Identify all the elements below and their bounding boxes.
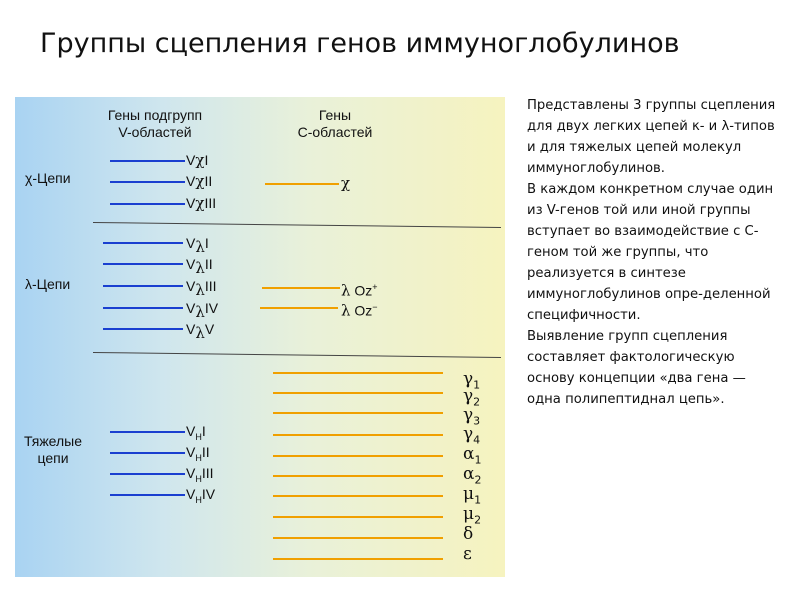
c-genes-header bbox=[280, 107, 390, 141]
heavy-c-gene-line bbox=[273, 412, 443, 414]
kappa-c-gene-line bbox=[265, 183, 339, 185]
heavy-group-label-line2: цепи bbox=[37, 450, 69, 466]
heavy-v-gene-line bbox=[110, 473, 185, 475]
slide-title: Группы сцепления генов иммуноглобулинов bbox=[40, 28, 680, 59]
heavy-v-gene-line bbox=[110, 431, 185, 433]
lambda-v-gene-label: $V_\lambda II$ bbox=[186, 256, 213, 277]
lambda-c-gene-line bbox=[262, 287, 340, 289]
heavy-c-gene-line bbox=[273, 455, 443, 457]
heavy-c-gene-label: $\gamma_2$ bbox=[463, 386, 481, 409]
lambda-v-gene-label: $V_\lambda V$ bbox=[186, 321, 215, 342]
v-genes-header-line1: Гены подгрупп bbox=[107, 107, 203, 123]
kappa-v-gene-label: VχIII bbox=[186, 194, 217, 212]
heavy-c-gene-label: $\gamma_4$ bbox=[463, 424, 481, 447]
kappa-v-gene-line bbox=[110, 181, 185, 183]
heavy-v-gene-label: $V_HIV$ bbox=[186, 486, 216, 505]
lambda-v-gene-label: $V_\lambda I$ bbox=[186, 235, 209, 256]
lambda-v-gene-label: $V_\lambda IV$ bbox=[186, 300, 219, 321]
heavy-c-gene-label: $\gamma_1$ bbox=[463, 369, 481, 392]
kappa-v-gene-label: VχI bbox=[186, 151, 209, 169]
group-separator-1 bbox=[93, 222, 501, 228]
heavy-c-gene-line bbox=[273, 475, 443, 477]
heavy-group-label-line1: Тяжелые bbox=[23, 433, 83, 449]
heavy-c-gene-line bbox=[273, 558, 443, 560]
heavy-c-gene-label: ε bbox=[463, 544, 472, 564]
heavy-c-gene-label: $\gamma_3$ bbox=[463, 405, 481, 428]
heavy-c-gene-line bbox=[273, 392, 443, 394]
heavy-c-gene-line bbox=[273, 372, 443, 374]
lambda-group-label: λ-Цепи bbox=[25, 276, 71, 292]
lambda-c-gene-label: λ Oz+ bbox=[341, 281, 378, 300]
lambda-v-gene-line bbox=[103, 307, 183, 309]
heavy-v-gene-line bbox=[110, 494, 185, 496]
kappa-v-gene-line bbox=[110, 203, 185, 205]
heavy-group-label bbox=[23, 433, 83, 467]
heavy-v-gene-line bbox=[110, 452, 185, 454]
kappa-group-label: χ-Цепи bbox=[25, 170, 71, 186]
heavy-c-gene-label: $\mu_1$ bbox=[463, 484, 482, 507]
kappa-v-gene-label: VχII bbox=[186, 172, 213, 190]
heavy-c-gene-label: $\alpha_1$ bbox=[463, 444, 482, 467]
v-genes-header-line2: V-областей bbox=[118, 124, 192, 140]
heavy-c-gene-line bbox=[273, 516, 443, 518]
lambda-c-gene-label: λ Oz− bbox=[341, 301, 378, 320]
lambda-c-gene-line bbox=[260, 307, 338, 309]
description-text bbox=[527, 95, 777, 410]
v-genes-header bbox=[70, 107, 240, 141]
description-paragraph-1: Представлены 3 группы сцепления для двух легких цепей κ- и λ-типов и для тяжелых цепей молекул иммуноглобулинов. bbox=[527, 98, 776, 176]
c-genes-header-line2: С-областей bbox=[297, 124, 373, 140]
heavy-c-gene-label: $\alpha_2$ bbox=[463, 464, 482, 487]
lambda-v-gene-label: $V_\lambda III$ bbox=[186, 278, 217, 299]
description-paragraph-2: В каждом конкретном случае один из V-генов той или иной группы вступает во взаимодействие с С-геном той же группы, что реализуется в синтезе иммуноглобулинов опре-деленной специфичности. bbox=[527, 182, 774, 323]
lambda-v-gene-line bbox=[103, 242, 183, 244]
kappa-v-gene-line bbox=[110, 160, 185, 162]
heavy-v-gene-label: $V_HII$ bbox=[186, 444, 210, 463]
lambda-v-gene-line bbox=[103, 285, 183, 287]
heavy-c-gene-label: $\mu_2$ bbox=[463, 504, 482, 527]
heavy-v-gene-label: $V_HI$ bbox=[186, 423, 206, 442]
heavy-c-gene-line bbox=[273, 495, 443, 497]
heavy-c-gene-label: δ bbox=[463, 524, 474, 544]
heavy-c-gene-line bbox=[273, 537, 443, 539]
c-genes-header-line1: Гены bbox=[318, 107, 352, 123]
lambda-v-gene-line bbox=[103, 263, 183, 265]
gene-diagram-panel bbox=[15, 97, 505, 577]
heavy-c-gene-line bbox=[273, 434, 443, 436]
heavy-v-gene-label: $V_HIII$ bbox=[186, 465, 214, 484]
kappa-c-gene-label: χ bbox=[341, 174, 351, 192]
lambda-v-gene-line bbox=[103, 328, 183, 330]
description-paragraph-3: Выявление групп сцепления составляет фактологическую основу концепции «два гена — одна полипептиднал цепь». bbox=[527, 329, 746, 407]
group-separator-2 bbox=[93, 352, 501, 358]
